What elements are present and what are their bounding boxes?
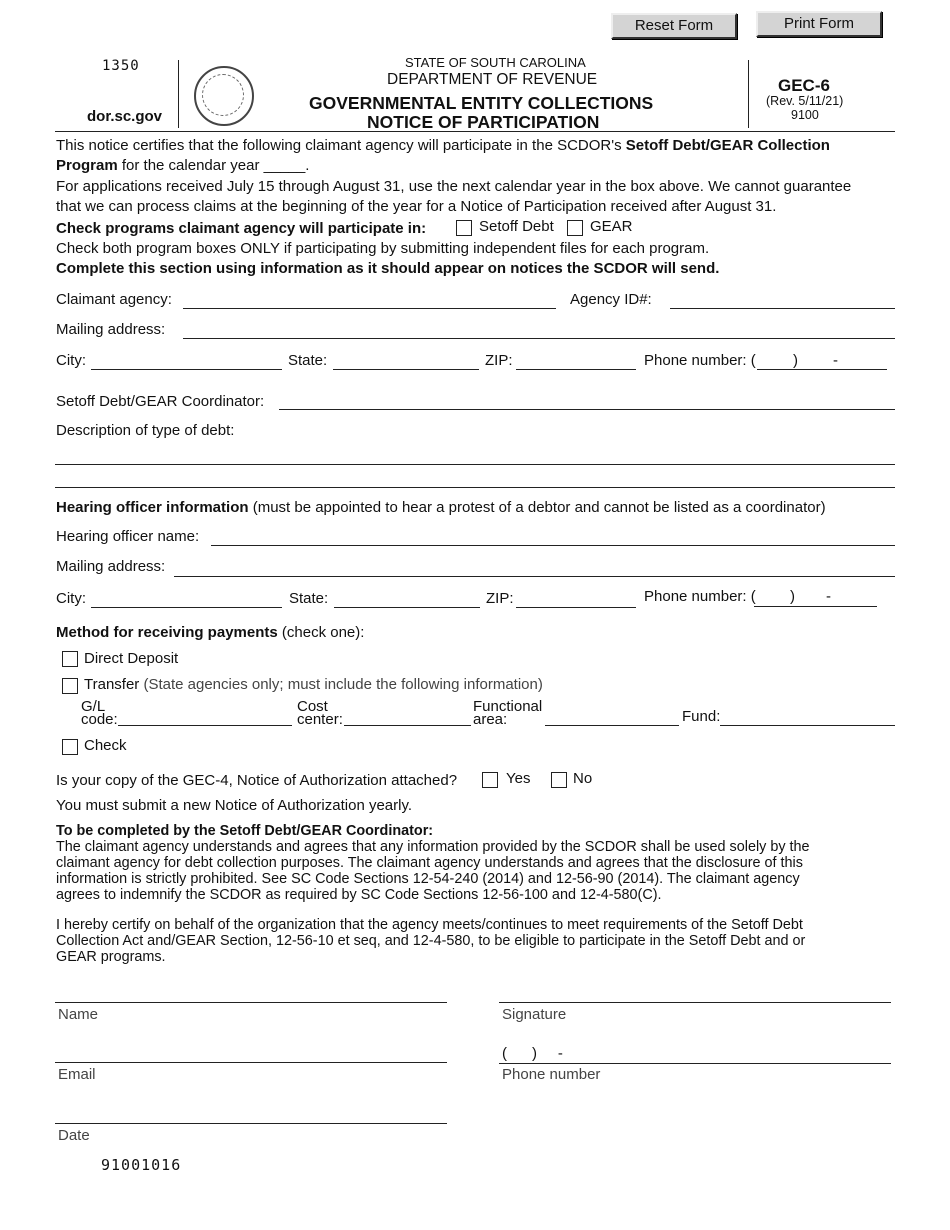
check-payment-checkbox[interactable] <box>62 739 78 755</box>
hearing-city-label: City: <box>56 590 86 607</box>
complete-section-note: Complete this section using information as it should appear on notices the SCDOR will send. <box>56 260 720 277</box>
direct-deposit-label: Direct Deposit <box>84 650 179 667</box>
hearing-officer-name-label: Hearing officer name: <box>56 528 200 545</box>
intro-line3: For applications received July 15 through August 31, use the next calendar year in the box above. We cannot guarantee <box>56 178 852 195</box>
coordinator-para1-line4: agrees to indemnify the SCDOR as required by SC Code Sections 12-56-100 and 12-4-580(C). <box>56 887 662 903</box>
fund-label: Fund: <box>682 708 721 725</box>
intro-program-word: Program <box>56 157 118 174</box>
coordinator-field[interactable] <box>279 409 895 410</box>
transfer-label <box>84 676 543 693</box>
coordinator-section-heading: To be completed by the Setoff Debt/GEAR Coordinator: <box>56 823 434 839</box>
check-payment-label: Check <box>84 737 127 754</box>
state-field[interactable] <box>333 369 479 370</box>
website: dor.sc.gov <box>87 108 163 125</box>
intro-line1 <box>56 137 830 154</box>
phone-field[interactable] <box>757 369 887 370</box>
coordinator-para2-line2: Collection Act and/GEAR Section, 12-56-10 et seq, and 12-4-580, to be eligible to participate in the Setoff Debt and or <box>56 933 806 949</box>
form-revision: (Rev. 5/11/21) <box>766 94 844 108</box>
transfer-label-text: Transfer <box>84 676 140 693</box>
sc-state-seal-icon <box>194 66 254 126</box>
mailing-address-field[interactable] <box>183 338 895 339</box>
hearing-state-field[interactable] <box>334 607 480 608</box>
cost-center-field[interactable] <box>344 725 471 726</box>
coordinator-para1-line1: The claimant agency understands and agrees that any information provided by the SCDOR shall be used solely by the <box>56 839 810 855</box>
transfer-note: (State agencies only; must include the following information) <box>139 676 543 693</box>
check-both-note: Check both program boxes ONLY if participating by submitting independent files for each program. <box>56 240 710 257</box>
signature-phone-field[interactable] <box>499 1063 891 1064</box>
phone-number-label: Phone number <box>502 1066 601 1083</box>
form-id: GEC-6 <box>778 76 830 95</box>
fund-field[interactable] <box>720 725 895 726</box>
form-title-line1: GOVERNMENTAL ENTITY COLLECTIONS <box>309 93 654 113</box>
coordinator-para2-line1: I hereby certify on behalf of the organization that the agency meets/continues to meet requirements of the Setoff Debt <box>56 917 803 933</box>
hearing-heading-bold: Hearing officer information <box>56 499 249 516</box>
header-divider-left <box>178 60 179 128</box>
hearing-city-field[interactable] <box>91 607 282 608</box>
header-divider-right <box>748 60 749 128</box>
coordinator-para2-line3: GEAR programs. <box>56 949 166 965</box>
state-label: State: <box>288 352 328 369</box>
authorization-note: You must submit a new Notice of Authorization yearly. <box>56 797 413 814</box>
hearing-zip-label: ZIP: <box>486 590 514 607</box>
gear-label: GEAR <box>590 218 633 235</box>
name-field[interactable] <box>55 1002 447 1003</box>
gear-checkbox[interactable] <box>567 220 583 236</box>
name-label: Name <box>58 1006 99 1023</box>
claimant-agency-label: Claimant agency: <box>56 291 172 308</box>
phone-close-paren: ) <box>793 352 798 369</box>
payment-heading-bold: Method for receiving payments <box>56 624 278 641</box>
signature-field[interactable] <box>499 1002 891 1003</box>
intro-line2 <box>56 157 309 174</box>
mailing-address-label: Mailing address: <box>56 321 166 338</box>
gl-code-label-2: code: <box>81 711 118 728</box>
intro-calendar-year: for the calendar year _____. <box>117 157 310 174</box>
hearing-state-label: State: <box>289 590 329 607</box>
hearing-zip-field[interactable] <box>516 607 636 608</box>
functional-area-label-2: area: <box>473 711 508 728</box>
hearing-officer-name-field[interactable] <box>211 545 895 546</box>
coordinator-para1-line3: information is strictly prohibited. See SC Code Sections 12-54-240 (2014) and 12-56-90 (2014). The claimant agency <box>56 871 800 887</box>
email-label: Email <box>58 1066 96 1083</box>
debt-description-label: Description of type of debt: <box>56 422 235 439</box>
phone-dash: - <box>833 352 838 369</box>
form-title-line2: NOTICE OF PARTICIPATION <box>367 112 600 132</box>
payment-heading-note: (check one): <box>277 624 365 641</box>
authorization-no-checkbox[interactable] <box>551 772 567 788</box>
hearing-mailing-field[interactable] <box>174 576 895 577</box>
zip-label: ZIP: <box>485 352 513 369</box>
intro-program-name: Setoff Debt/GEAR Collection <box>625 137 830 154</box>
agency-id-label: Agency ID#: <box>570 291 652 308</box>
hearing-phone-dash: - <box>826 588 831 605</box>
debt-description-field-1[interactable] <box>55 464 895 465</box>
signature-phone-prefix: ( ) - <box>502 1045 563 1062</box>
payment-method-heading <box>56 624 364 641</box>
department-name: DEPARTMENT OF REVENUE <box>387 71 598 88</box>
authorization-question: Is your copy of the GEC-4, Notice of Authorization attached? <box>56 772 458 789</box>
setoff-debt-label: Setoff Debt <box>479 218 554 235</box>
authorization-yes-checkbox[interactable] <box>482 772 498 788</box>
debt-description-field-2[interactable] <box>55 487 895 488</box>
city-label: City: <box>56 352 86 369</box>
agency-id-field[interactable] <box>670 308 895 309</box>
signature-label: Signature <box>502 1006 567 1023</box>
coordinator-label: Setoff Debt/GEAR Coordinator: <box>56 393 265 410</box>
intro-line1-text: This notice certifies that the following claimant agency will participate in the SCDOR's <box>56 137 626 154</box>
header-bottom-rule <box>55 131 895 132</box>
reset-form-button[interactable]: Reset Form <box>611 13 737 39</box>
date-field[interactable] <box>55 1123 447 1124</box>
form-code-left: 1350 <box>102 58 140 74</box>
zip-field[interactable] <box>516 369 636 370</box>
hearing-phone-close-paren: ) <box>790 588 795 605</box>
hearing-phone-field[interactable] <box>754 606 877 607</box>
authorization-yes-label: Yes <box>506 770 531 787</box>
phone-label: Phone number: ( <box>644 352 756 369</box>
setoff-debt-checkbox[interactable] <box>456 220 472 236</box>
city-field[interactable] <box>91 369 282 370</box>
claimant-agency-field[interactable] <box>183 308 556 309</box>
footer-form-code: 91001016 <box>101 1156 182 1174</box>
state-name: STATE OF SOUTH CAROLINA <box>405 55 586 70</box>
check-programs-label: Check programs claimant agency will participate in: <box>56 220 427 237</box>
email-field[interactable] <box>55 1062 447 1063</box>
direct-deposit-checkbox[interactable] <box>62 651 78 667</box>
gl-code-field[interactable] <box>118 725 292 726</box>
authorization-no-label: No <box>573 770 593 787</box>
cost-center-label-2: center: <box>297 711 343 728</box>
hearing-mailing-label: Mailing address: <box>56 558 166 575</box>
cost-center-label-1: Cost <box>297 698 328 715</box>
hearing-heading-note: (must be appointed to hear a protest of a debtor and cannot be listed as a coordinator) <box>248 499 826 516</box>
coordinator-para1-line2: claimant agency for debt collection purposes. The claimant agency understands and agrees that the disclosure of this <box>56 855 803 871</box>
functional-area-field[interactable] <box>545 725 679 726</box>
date-label: Date <box>58 1127 90 1144</box>
hearing-phone-label: Phone number: ( <box>644 588 756 605</box>
transfer-checkbox[interactable] <box>62 678 78 694</box>
hearing-officer-heading <box>56 499 826 516</box>
form-number: 9100 <box>791 108 819 122</box>
intro-line4: that we can process claims at the beginning of the year for a Notice of Participation received after August 31. <box>56 198 777 215</box>
functional-area-label-1: Functional <box>473 698 543 715</box>
gl-code-label-1: G/L <box>81 698 106 715</box>
print-form-button[interactable]: Print Form <box>756 11 882 37</box>
